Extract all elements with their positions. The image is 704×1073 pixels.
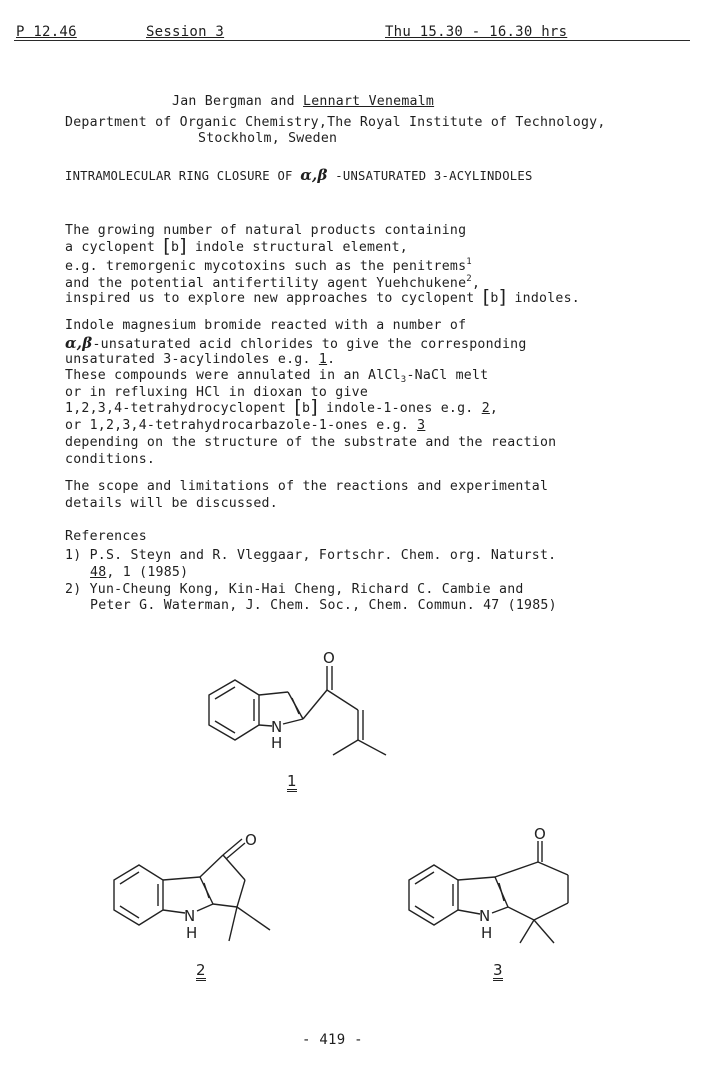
para2-line4: [65, 368, 488, 385]
paper-title: [65, 166, 533, 184]
atom-o: O: [245, 831, 257, 849]
page-ref: P 12.46: [16, 24, 77, 40]
bracket-left: [: [163, 235, 171, 257]
text: -NaCl melt: [406, 368, 489, 383]
bond: [358, 740, 386, 755]
bond: [292, 698, 299, 714]
para1-line2: [65, 235, 408, 257]
text: .: [327, 352, 336, 367]
compound-label-3: 3: [493, 961, 503, 979]
title-part-2: -UNSATURATED 3-ACYLINDOLES: [335, 169, 533, 183]
compound-ref-1: 1: [318, 352, 328, 367]
para2-line5: or in refluxing HCl in dioxan to give: [65, 385, 369, 400]
bond: [223, 839, 242, 855]
bond: [163, 877, 200, 880]
text: or 1,2,3,4-tetrahydrocarbazole-1-ones e.g.: [65, 418, 409, 433]
authors: [172, 94, 434, 109]
bond: [492, 907, 508, 913]
structure-2: [105, 825, 290, 950]
affiliation-line-1: Department of Organic Chemistry,The Royal Institute of Technology,: [65, 115, 606, 130]
bracket-b: b: [170, 240, 180, 255]
para2-line7: [65, 418, 425, 433]
atom-h: H: [186, 924, 198, 942]
bracket-left: [: [482, 286, 491, 308]
bond: [534, 903, 568, 920]
bond: [333, 740, 358, 755]
bond: [197, 904, 213, 911]
text: inspired us to explore new approaches to cyclopent: [65, 291, 475, 306]
benzene-ring: [209, 680, 259, 740]
bond: [499, 883, 504, 901]
bond: [120, 906, 139, 918]
text: , 1 (1985): [106, 565, 189, 580]
benzene-ring: [409, 865, 458, 925]
text: a cyclopent: [65, 240, 156, 255]
text: These compounds were annulated in an AlCl: [65, 368, 401, 383]
author-2-presenter: Lennart Venemalm: [303, 94, 435, 109]
reference-1-volume: 48: [90, 565, 107, 580]
text: -unsaturated acid chlorides to give the corresponding: [92, 337, 527, 352]
header-rule: [14, 40, 690, 41]
para2-line6: [65, 396, 499, 418]
bracket-b: b: [490, 291, 499, 306]
para1-line1: The growing number of natural products containing: [65, 223, 467, 238]
atom-n: N: [479, 907, 491, 925]
bond: [163, 910, 185, 913]
bracket-right: ]: [179, 235, 187, 257]
text: ,: [489, 401, 499, 416]
ref-mark-2: 2: [466, 274, 472, 284]
reference-1-line1: 1) P.S. Steyn and R. Vleggaar, Fortschr. Chem. org. Naturst.: [65, 548, 557, 563]
bond: [213, 904, 237, 907]
reference-2-line1: 2) Yun-Cheung Kong, Kin-Hai Cheng, Richard C. Cambie and: [65, 582, 524, 597]
bond: [495, 862, 538, 877]
para1-line3: [65, 257, 472, 274]
bond: [259, 692, 288, 695]
atom-n: N: [184, 907, 196, 925]
atom-n: N: [271, 718, 283, 736]
bond: [215, 687, 235, 699]
text: unsaturated 3-acylindoles e.g.: [65, 352, 311, 367]
benzene-ring: [114, 865, 163, 925]
bond: [204, 883, 209, 898]
affiliation-line-2: Stockholm, Sweden: [198, 131, 338, 146]
bond: [215, 721, 235, 733]
alpha-beta-symbol: α,β: [65, 334, 93, 352]
compound-label-1: 1: [287, 772, 297, 790]
bond: [538, 862, 568, 875]
bond: [237, 880, 245, 907]
atom-o: O: [323, 649, 335, 667]
title-part-1: INTRAMOLECULAR RING CLOSURE OF: [65, 169, 293, 183]
para2-line9: conditions.: [65, 452, 156, 467]
text: ,: [471, 276, 481, 291]
atom-o: O: [534, 825, 546, 843]
para3-line1: The scope and limitations of the reactions and experimental: [65, 479, 549, 494]
structure-1: [190, 640, 410, 765]
alpha-beta-symbol: α,β: [300, 166, 328, 184]
bracket-right: ]: [498, 286, 507, 308]
bond: [283, 719, 303, 724]
author-1: Jan Bergman and: [172, 94, 295, 109]
compound-label-2: 2: [196, 961, 206, 979]
para3-line2: details will be discussed.: [65, 496, 278, 511]
bond: [458, 910, 480, 914]
session-time: Thu 15.30 - 16.30 hrs: [385, 24, 568, 40]
para1-line5: [65, 286, 580, 308]
bond: [226, 843, 245, 859]
bracket-right: ]: [310, 396, 318, 418]
bracket-b: b: [302, 401, 311, 416]
bracket-left: [: [294, 396, 302, 418]
bond: [303, 690, 327, 719]
para2-line2: [65, 334, 527, 352]
para2-line8: depending on the structure of the substrate and the reaction: [65, 435, 557, 450]
text: 1,2,3,4-tetrahydrocyclopent: [65, 401, 287, 416]
atom-h: H: [271, 734, 283, 752]
bond: [520, 920, 534, 943]
para2-line1: Indole magnesium bromide reacted with a number of: [65, 318, 467, 333]
compound-ref-3: 3: [417, 418, 426, 433]
page-number: - 419 -: [302, 1032, 363, 1048]
bond: [534, 920, 554, 943]
para2-line3: [65, 352, 335, 367]
reference-1-line2: [90, 565, 188, 580]
bond: [327, 690, 358, 710]
bond: [458, 877, 495, 880]
bond: [415, 872, 434, 884]
bond: [237, 907, 270, 930]
bond: [415, 906, 434, 918]
subscript-3: 3: [400, 375, 407, 385]
text: indole structural element,: [195, 240, 408, 255]
structure-3: [400, 825, 600, 950]
session-label: Session 3: [146, 24, 225, 40]
reference-2-line2: Peter G. Waterman, J. Chem. Soc., Chem. Commun. 47 (1985): [90, 598, 557, 613]
text: indoles.: [514, 291, 580, 306]
ref-mark-1: 1: [466, 257, 472, 267]
text: e.g. tremorgenic mycotoxins such as the penitrems: [65, 259, 467, 274]
text: and the potential antifertility agent Yuehchukene: [65, 276, 467, 291]
text: indole-1-ones e.g.: [326, 401, 474, 416]
para1-line4: [65, 274, 480, 291]
bond: [229, 907, 237, 941]
bond: [508, 907, 534, 920]
bond: [200, 855, 223, 877]
atom-h: H: [481, 924, 493, 942]
references-heading: References: [65, 529, 147, 544]
compound-ref-2: 2: [481, 401, 490, 416]
bond: [120, 872, 139, 884]
